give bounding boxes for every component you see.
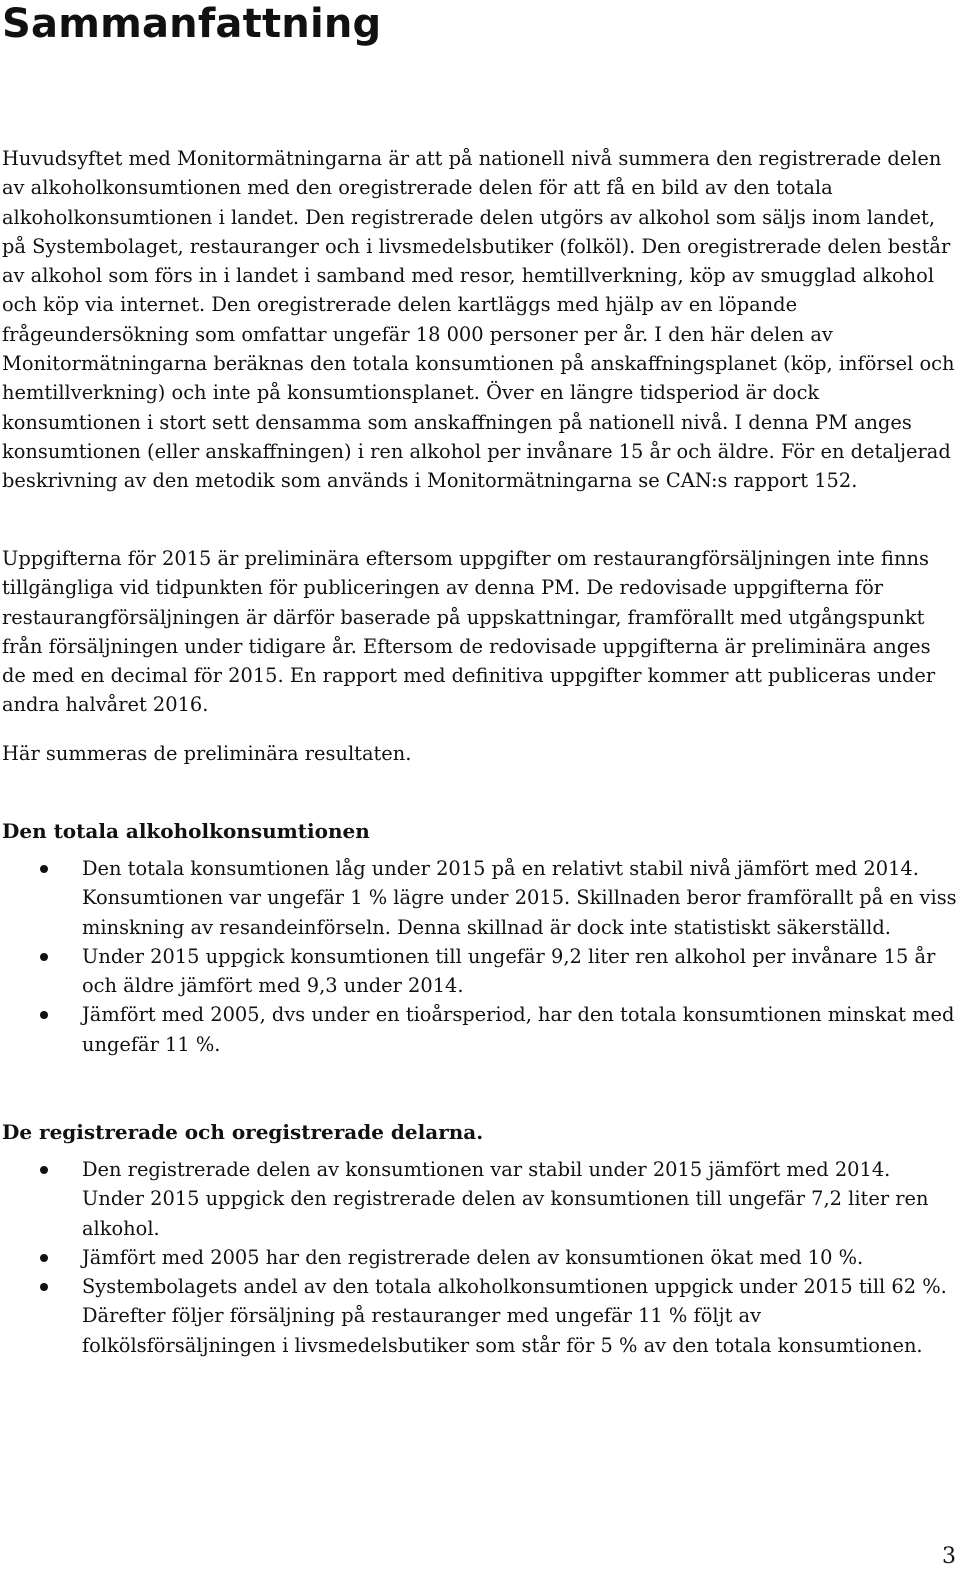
section-heading-total-consumption: Den totala alkoholkonsumtionen	[2, 819, 370, 843]
bullet-icon	[40, 865, 48, 873]
total-consumption-list	[0, 854, 958, 1059]
bullet-icon	[40, 1166, 48, 1174]
bullet-icon	[40, 953, 48, 961]
page-number: 3	[942, 1544, 956, 1569]
list-item-text: Under 2015 uppgick konsumtionen till ungefär 9,2 liter ren alkohol per invånare 15 år och äldre jämfört med 9,3 under 2014.	[82, 944, 936, 998]
list-item	[0, 1243, 958, 1272]
section-heading-registered-parts: De registrerade och oregistrerade delarna.	[2, 1120, 484, 1144]
list-item	[0, 1272, 958, 1360]
page-title: Sammanfattning	[2, 1, 382, 47]
bullet-icon	[40, 1011, 48, 1019]
summary-lead-paragraph: Här summeras de preliminära resultaten.	[2, 742, 412, 765]
registered-parts-list	[0, 1155, 958, 1360]
list-item-text: Systembolagets andel av den totala alkoholkonsumtionen uppgick under 2015 till 62 %. Därefter följer försäljning på restauranger med ungefär 11 % följt av folkölsförsäljningen i livsmedelsbutiker som står för 5 % av den totala konsumtionen.	[82, 1275, 947, 1357]
bullet-icon	[40, 1283, 48, 1291]
list-item	[0, 1155, 958, 1243]
list-item	[0, 942, 958, 1001]
list-item-text: Jämfört med 2005 har den registrerade delen av konsumtionen ökat med 10 %.	[82, 1245, 864, 1269]
bullet-icon	[40, 1254, 48, 1262]
list-item-text: Den totala konsumtionen låg under 2015 på en relativt stabil nivå jämfört med 2014. Konsumtionen var ungefär 1 % lägre under 2015. Skillnaden beror framförallt på en viss minskning av resandeinförseln. Denna skillnad är dock inte statistiskt säkerställd.	[82, 857, 957, 939]
list-item	[0, 1000, 958, 1059]
list-item	[0, 854, 958, 942]
list-item-text: Jämfört med 2005, dvs under en tioårsperiod, har den totala konsumtionen minskat med ungefär 11 %.	[82, 1003, 955, 1056]
intro-paragraph: Huvudsyftet med Monitormätningarna är att på nationell nivå summera den registrerade delen av alkoholkonsumtionen med den oregistrerade delen för att få en bild av den totala alkoholkonsumtionen i landet. Den registrerade delen utgörs av alkohol som säljs inom landet, på Systembolaget, restauranger och i livsmedelsbutiker (folköl). Den oregistrerade delen består av alkohol som förs in i landet i samband med resor, hemtillverkning, köp av smugglad alkohol och köp via internet. Den oregistrerade delen kartläggs med hjälp av en löpande frågeundersökning som omfattar ungefär 18 000 personer per år. I den här delen av Monitormätningarna beräknas den totala konsumtionen på anskaffningsplanet (köp, införsel och hemtillverkning) och inte på konsumtionsplanet. Över en längre tidsperiod är dock konsumtionen i stort sett densamma som anskaffningen på nationell nivå. I denna PM anges konsumtionen (eller anskaffningen) i ren alkohol per invånare 15 år och äldre. För en detaljerad beskrivning av den metodik som används i Monitormätningarna se CAN:s rapport 152.	[2, 147, 955, 493]
list-item-text: Den registrerade delen av konsumtionen var stabil under 2015 jämfört med 2014. Under 2015 uppgick den registrerade delen av konsumtionen till ungefär 7,2 liter ren alkohol.	[82, 1158, 929, 1240]
preliminary-paragraph: Uppgifterna för 2015 är preliminära eftersom uppgifter om restaurangförsäljningen inte finns tillgängliga vid tidpunkten för publiceringen av denna PM. De redovisade uppgifterna för restaurangförsäljningen är därför baserade på uppskattningar, framförallt med utgångspunkt från försäljningen under tidigare år. Eftersom de redovisade uppgifterna är preliminära anges de med en decimal för 2015. En rapport med definitiva uppgifter kommer att publiceras under andra halvåret 2016.	[2, 547, 936, 717]
